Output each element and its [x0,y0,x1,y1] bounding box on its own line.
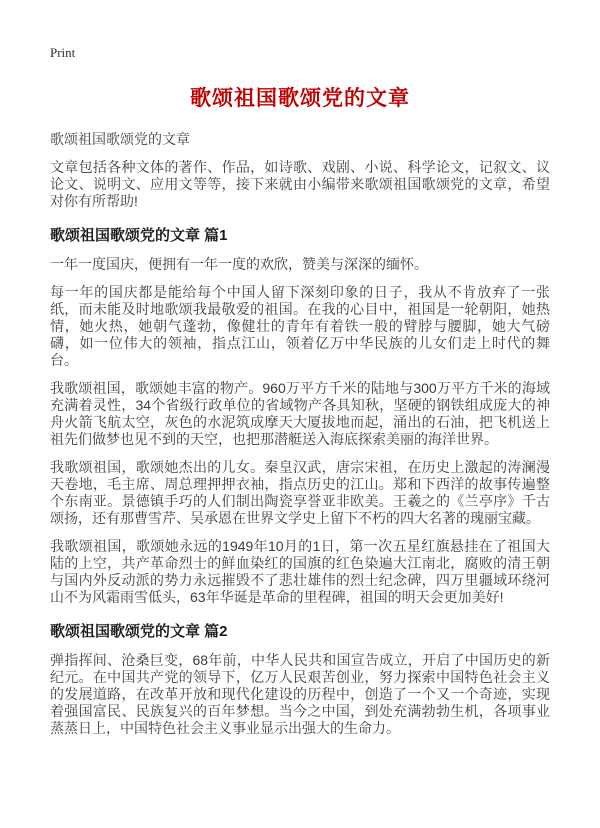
section-1-paragraph-5: 我歌颂祖国，歌颂她永远的1949年10月的1日，第一次五星红旗悬挂在了祖国大陆的上空，共产革命烈士的鲜血染红的国旗的红色染遍大江南北，腐败的清王朝与国内外反动派的势力永远摧毁不了悲壮雄伟的烈士纪念碑，四万里疆域环绕河山不为风霜雨雪低头，63年华诞是革命的里程碑，祖国的明天会更加美好! [50,538,550,605]
section-1-paragraph-2: 每一年的国庆都是能给每个中国人留下深刻印象的日子，我从不肯放弃了一张纸，而未能及时地歌颂我最敬爱的祖国。在我的心目中，祖国是一轮朝阳，她热情，她火热，她朝气蓬勃，像健壮的青年有着铁一般的臂脖与腰脚，她大气磅礴，如一位伟大的领袖，指点江山，领着亿万中华民族的儿女们走上时代的舞台。 [50,284,550,368]
section-2-paragraph-1: 弹指挥间、沧桑巨变，68年前，中华人民共和国宣告成立，开启了中国历史的新纪元。在中国共产党的领导下，亿万人民艰苦创业，努力探索中国特色社会主义的发展道路，在改革开放和现代化建设的历程中，创造了一个又一个奇迹，实现着强国富民、民族复兴的百年梦想。当今之中国，到处充满勃勃生机，各项事业蒸蒸日上，中国特色社会主义事业显示出强大的生命力。 [50,652,550,736]
article-title: 歌颂祖国歌颂党的文章 [190,87,410,110]
print-button[interactable]: Print [50,45,76,60]
article-subtitle: 歌颂祖国歌颂党的文章 [50,131,190,147]
article-body [50,131,550,737]
section-2-heading: 歌颂祖国歌颂党的文章 篇2 [50,623,228,640]
section-1-paragraph-3: 我歌颂祖国，歌颂她丰富的物产。960万平方千米的陆地与300万平方千米的海域充满着灵性，34个省级行政单位的省域物产各具知秋，坚硬的钢铁组成庞大的神舟火箭飞航太空，灰色的水泥筑成摩天大厦拔地而起，涌出的石油，把飞机送上祖先们做梦也见不到的天空，也把那潜艇送入海底探索美丽的海洋世界。 [50,380,550,447]
intro-paragraph: 文章包括各种文体的著作、作品，如诗歌、戏剧、小说、科学论文，记叙文、议论文、说明文、应用文等等，接下来就由小编带来歌颂祖国歌颂党的文章，希望对你有所帮助! [50,159,550,209]
section-1-paragraph-4: 我歌颂祖国，歌颂她杰出的儿女。秦皇汉武，唐宗宋祖，在历史上激起的涛澜漫天卷地，毛主席、周总理押押衣袖，指点历史的江山。郑和下西洋的故事传遍整个东南亚。景德镇手巧的人们制出陶瓷享誉亚非欧美。王羲之的《兰亭序》千古颂扬，还有那曹雪芹、吴承恩在世界文学史上留下不朽的四大名著的瑰丽宝藏。 [50,459,550,526]
section-1-heading: 歌颂祖国歌颂党的文章 篇1 [50,227,228,244]
section-1-paragraph-1: 一年一度国庆，便拥有一年一度的欢欣，赞美与深深的缅怀。 [50,256,428,272]
